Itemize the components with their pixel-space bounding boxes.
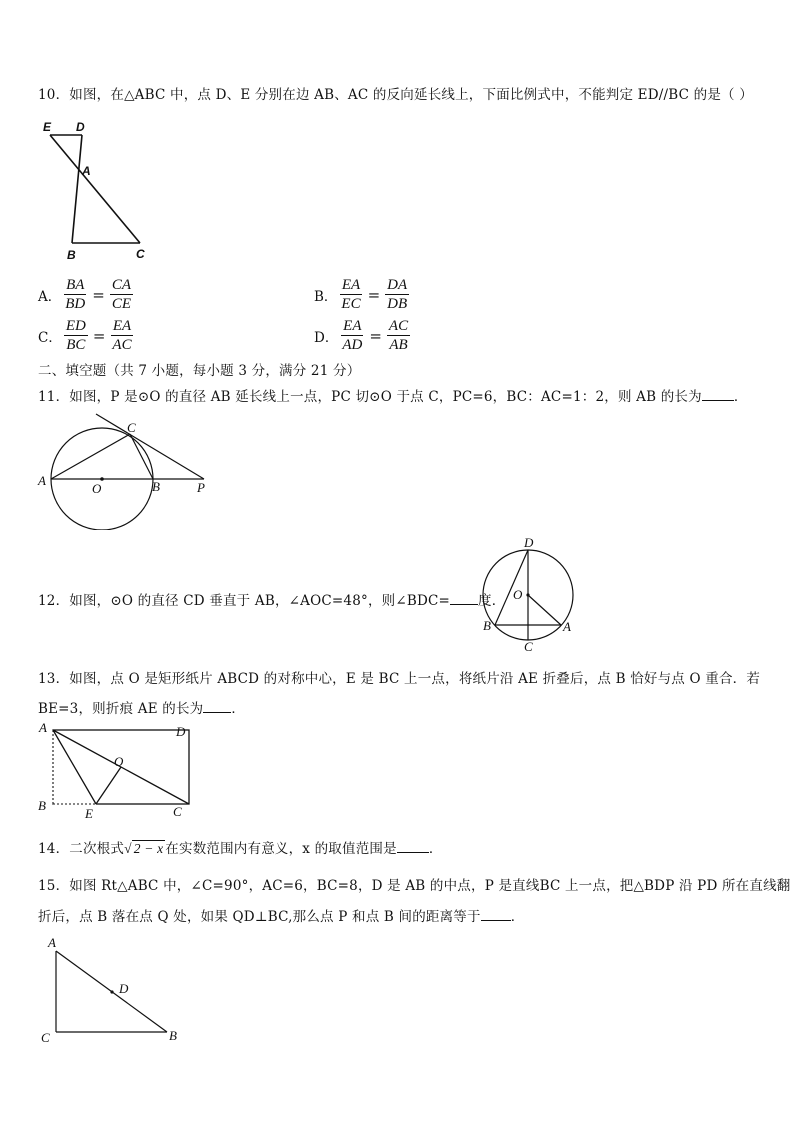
q11-stem: 11．如图，P 是⊙O 的直径 AB 延长线上一点，PC 切⊙O 于点 C，PC=6，BC：AC=1：2，则 AB 的长为 ． [38,389,748,405]
q12-label-A: A [563,619,571,634]
q11-label-B: B [152,479,160,494]
q15-stem-line1: 15．如图 Rt△ABC 中，∠C=90°，AC=6，BC=8，D 是 AB 的中点，P 是直线BC 上一点，把△BDP 沿 PD 所在直线翻 [38,878,791,894]
q13-answer-blank [203,712,231,713]
q11-label-A: A [38,473,46,488]
q10-figure [38,118,158,266]
q11-answer-blank [702,400,734,401]
q14-answer-blank [397,852,429,853]
q12-stem: 12．如图，⊙O 的直径 CD 垂直于 AB，∠AOC=48°，则∠BDC= 度． [38,593,506,609]
q15-label-D: D [119,981,129,996]
q10-option-b: B． $\frac{EA}{EC}$ = $\frac{DA}{DB}$ [314,277,408,312]
q15-figure [36,934,186,1048]
q13-label-O: O [114,754,124,769]
q13-label-A: A [39,720,47,735]
q15-label-C: C [41,1030,50,1045]
q11-label-C: C [127,420,136,435]
q10-label-C: C [136,247,145,261]
q13-stem-line2: BE=3，则折痕 AE 的长为 ． [38,701,246,717]
q11-label-P: P [197,480,205,495]
q10-option-a: A． $\frac{BA}{BD}$ = $\frac{CA}{CE}$ [38,277,131,312]
q12-label-B: B [483,618,491,633]
q11-figure [36,412,211,530]
q15-label-B: B [169,1028,177,1043]
q13-stem-line1: 13．如图，点 O 是矩形纸片 ABCD 的对称中心，E 是 BC 上一点，将纸片沿 AE 折叠后，点 B 恰好与点 O 重合．若 [38,671,761,687]
q11-label-O: O [92,481,102,496]
q12-figure [478,535,578,655]
q15-label-A: A [48,935,56,950]
q14-stem: 14．二次根式√ 2 − x 在实数范围内有意义，x 的取值范围是 ． [38,841,443,857]
q13-label-E: E [85,806,93,820]
q10-option-d: D． $\frac{EA}{AD}$ = $\frac{AC}{AB}$ [314,318,409,353]
q10-label-E: E [43,120,52,134]
q15-answer-blank [481,920,511,921]
q15-stem-line2: 折后，点 B 落在点 Q 处，如果 QD⊥BC,那么点 P 和点 B 间的距离等于 ． [38,909,525,925]
q13-label-B: B [38,798,46,813]
q13-label-D: D [176,724,186,739]
q12-label-C: C [524,639,533,654]
q12-label-O: O [513,587,523,602]
q12-label-D: D [524,535,534,550]
q10-label-A: A [82,164,91,178]
q13-figure [36,720,196,820]
section-heading: 二、填空题（共 7 小题，每小题 3 分，满分 21 分） [38,363,361,379]
q10-option-c: C． $\frac{ED}{BC}$ = $\frac{EA}{AC}$ [38,318,132,353]
q10-label-B: B [67,248,76,262]
q10-stem: 10．如图，在△ABC 中，点 D、E 分别在边 AB、AC 的反向延长线上，下面比例式中，不能判定 ED//BC 的是（ ） [38,87,753,103]
q13-label-C: C [173,804,182,819]
q12-answer-blank [450,604,478,605]
q14-radical: √ 2 − x [124,841,164,856]
q10-label-D: D [76,120,85,134]
